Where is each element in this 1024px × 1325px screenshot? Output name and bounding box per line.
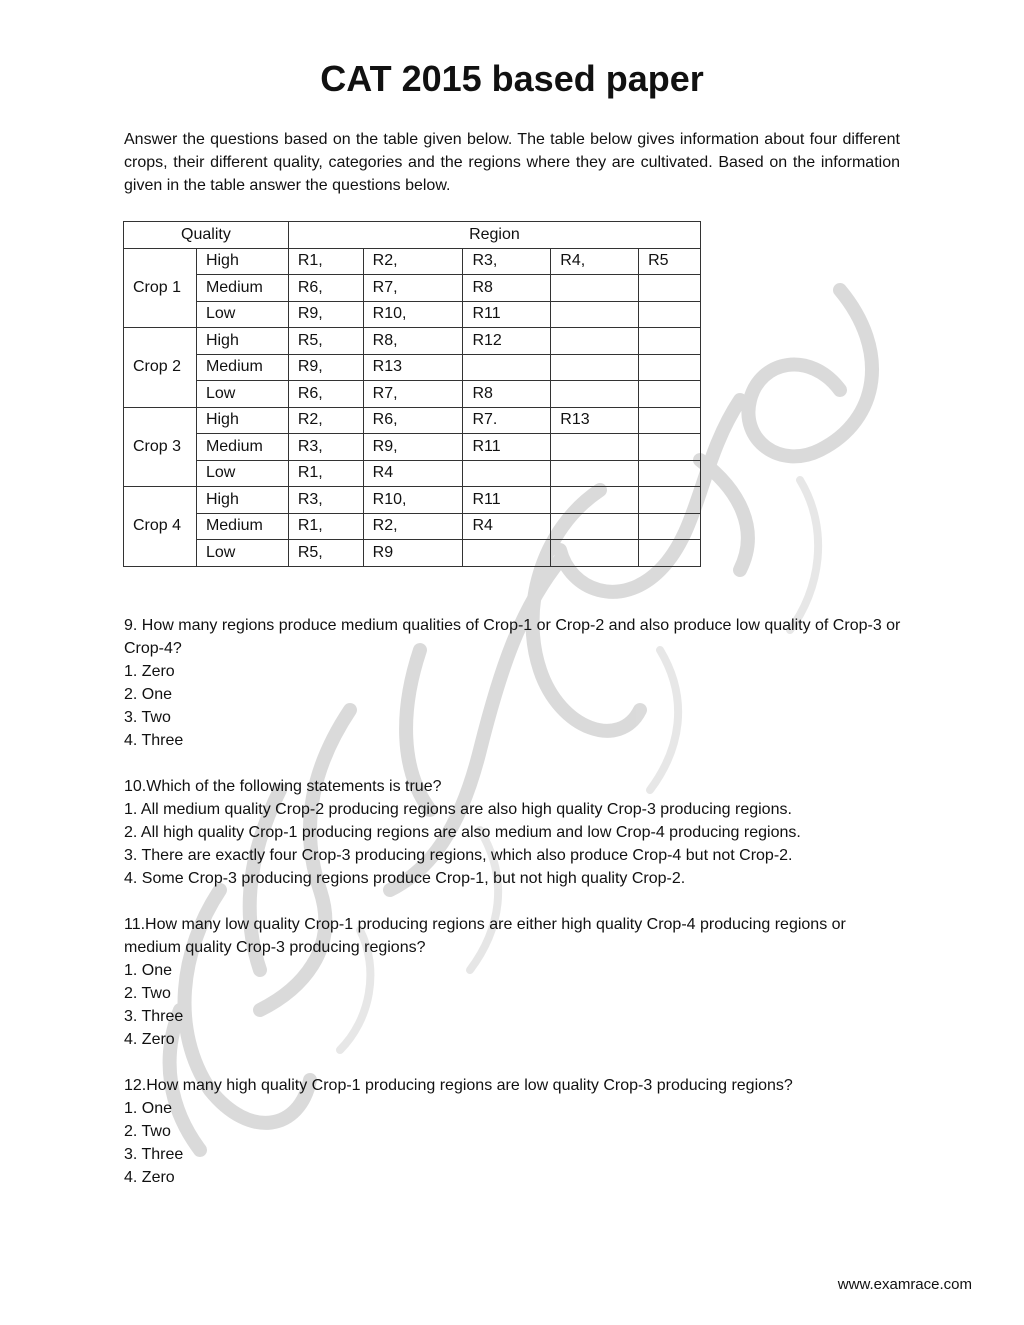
region-cell: [551, 301, 639, 328]
crop-name-cell: Crop 1: [124, 248, 197, 328]
region-cell: [463, 354, 551, 381]
table-row: [124, 407, 701, 434]
region-cell: R4,: [551, 248, 639, 275]
region-cell: [639, 513, 701, 540]
region-cell: R9: [363, 540, 463, 567]
answer-option: 2. Two: [124, 1123, 171, 1140]
region-cell: R7.: [463, 407, 551, 434]
table-row: [124, 540, 701, 567]
region-cell: R3,: [288, 487, 363, 514]
region-cell: [639, 460, 701, 487]
crop-name-cell: Crop 2: [124, 328, 197, 408]
table-row: [124, 354, 701, 381]
quality-cell: High: [196, 248, 288, 275]
quality-cell: Medium: [196, 354, 288, 381]
question-block: [124, 913, 902, 1051]
answer-option: 3. Three: [124, 1146, 184, 1163]
question-text: 11.How many low quality Crop-1 producing regions are either high quality Crop-4 producing regions or medium quality Crop-3 producing regions?: [124, 916, 846, 956]
region-cell: [551, 354, 639, 381]
question-block: [124, 614, 902, 752]
answer-option: 2. Two: [124, 985, 171, 1002]
region-cell: R2,: [363, 248, 463, 275]
crop-region-table: [123, 221, 701, 567]
table-row: [124, 460, 701, 487]
answer-option: 1. One: [124, 962, 173, 979]
region-cell: R7,: [363, 381, 463, 408]
quality-cell: High: [196, 407, 288, 434]
table-row: [124, 434, 701, 461]
crop-name-cell: Crop 3: [124, 407, 197, 487]
crop-name-cell: Crop 4: [124, 487, 197, 567]
crop-table-body: [124, 222, 701, 567]
region-cell: [639, 434, 701, 461]
answer-option: 4. Three: [124, 732, 184, 749]
quality-cell: Medium: [196, 275, 288, 302]
answer-option: 4. Some Crop-3 producing regions produce Crop-1, but not high quality Crop-2.: [124, 870, 686, 887]
questions-section: [124, 614, 902, 1212]
region-cell: R6,: [288, 381, 363, 408]
region-cell: [551, 328, 639, 355]
answer-option: 2. One: [124, 686, 173, 703]
region-cell: [463, 540, 551, 567]
region-cell: R4: [363, 460, 463, 487]
region-cell: R2,: [363, 513, 463, 540]
region-cell: R3,: [288, 434, 363, 461]
region-cell: R5,: [288, 540, 363, 567]
question-text: 9. How many regions produce medium qualities of Crop-1 or Crop-2 and also produce low quality of Crop-3 or Crop-4?: [124, 617, 901, 657]
intro-paragraph: Answer the questions based on the table given below. The table below gives information about four different crops, their different quality, categories and the regions where they are cultivated. Based on the information given in the table answer the questions below.: [124, 131, 900, 194]
region-cell: R1,: [288, 460, 363, 487]
region-cell: R6,: [363, 407, 463, 434]
region-cell: R1,: [288, 513, 363, 540]
quality-cell: Low: [196, 540, 288, 567]
question-block: [124, 775, 902, 890]
region-cell: [551, 460, 639, 487]
answer-option: 3. There are exactly four Crop-3 producing regions, which also produce Crop-4 but not Crop-2.: [124, 847, 793, 864]
table-row: [124, 513, 701, 540]
region-cell: R9,: [363, 434, 463, 461]
answer-option: 1. One: [124, 1100, 173, 1117]
region-cell: R9,: [288, 301, 363, 328]
table-row: [124, 275, 701, 302]
quality-cell: Low: [196, 381, 288, 408]
region-cell: [551, 540, 639, 567]
answer-option: 2. All high quality Crop-1 producing regions are also medium and low Crop-4 producing regions.: [124, 824, 801, 841]
answer-option: 1. All medium quality Crop-2 producing regions are also high quality Crop-3 producing regions.: [124, 801, 792, 818]
answer-option: 1. Zero: [124, 663, 175, 680]
region-cell: R8: [463, 381, 551, 408]
region-cell: [551, 275, 639, 302]
quality-cell: Medium: [196, 434, 288, 461]
region-cell: [639, 540, 701, 567]
region-cell: R12: [463, 328, 551, 355]
table-header-row: [124, 222, 701, 249]
region-cell: [463, 460, 551, 487]
answer-option: 3. Two: [124, 709, 171, 726]
region-cell: [639, 487, 701, 514]
table-row: [124, 328, 701, 355]
region-cell: [639, 275, 701, 302]
table-row: [124, 381, 701, 408]
table-row: [124, 248, 701, 275]
region-cell: R13: [551, 407, 639, 434]
quality-cell: High: [196, 487, 288, 514]
region-cell: R4: [463, 513, 551, 540]
header-quality: Quality: [124, 222, 289, 249]
region-cell: R11: [463, 487, 551, 514]
region-cell: R10,: [363, 487, 463, 514]
region-cell: [551, 487, 639, 514]
region-cell: [551, 434, 639, 461]
question-text: 10.Which of the following statements is true?: [124, 778, 442, 795]
footer-url: www.examrace.com: [837, 1276, 972, 1293]
table-row: [124, 487, 701, 514]
region-cell: [639, 301, 701, 328]
region-cell: [551, 513, 639, 540]
region-cell: [551, 381, 639, 408]
question-block: [124, 1074, 902, 1189]
region-cell: [639, 381, 701, 408]
region-cell: R2,: [288, 407, 363, 434]
region-cell: R1,: [288, 248, 363, 275]
region-cell: [639, 328, 701, 355]
quality-cell: Low: [196, 301, 288, 328]
answer-option: 4. Zero: [124, 1169, 175, 1186]
answer-option: 3. Three: [124, 1008, 184, 1025]
region-cell: R10,: [363, 301, 463, 328]
region-cell: [639, 407, 701, 434]
answer-option: 4. Zero: [124, 1031, 175, 1048]
region-cell: R11: [463, 434, 551, 461]
region-cell: R8: [463, 275, 551, 302]
question-text: 12.How many high quality Crop-1 producing regions are low quality Crop-3 producing regions?: [124, 1077, 793, 1094]
region-cell: R8,: [363, 328, 463, 355]
region-cell: R5,: [288, 328, 363, 355]
table-row: [124, 301, 701, 328]
page-title: CAT 2015 based paper: [320, 58, 704, 99]
header-region: Region: [288, 222, 700, 249]
quality-cell: Medium: [196, 513, 288, 540]
region-cell: R9,: [288, 354, 363, 381]
region-cell: R5: [639, 248, 701, 275]
region-cell: R13: [363, 354, 463, 381]
quality-cell: High: [196, 328, 288, 355]
region-cell: [639, 354, 701, 381]
region-cell: R6,: [288, 275, 363, 302]
region-cell: R11: [463, 301, 551, 328]
quality-cell: Low: [196, 460, 288, 487]
region-cell: R3,: [463, 248, 551, 275]
region-cell: R7,: [363, 275, 463, 302]
